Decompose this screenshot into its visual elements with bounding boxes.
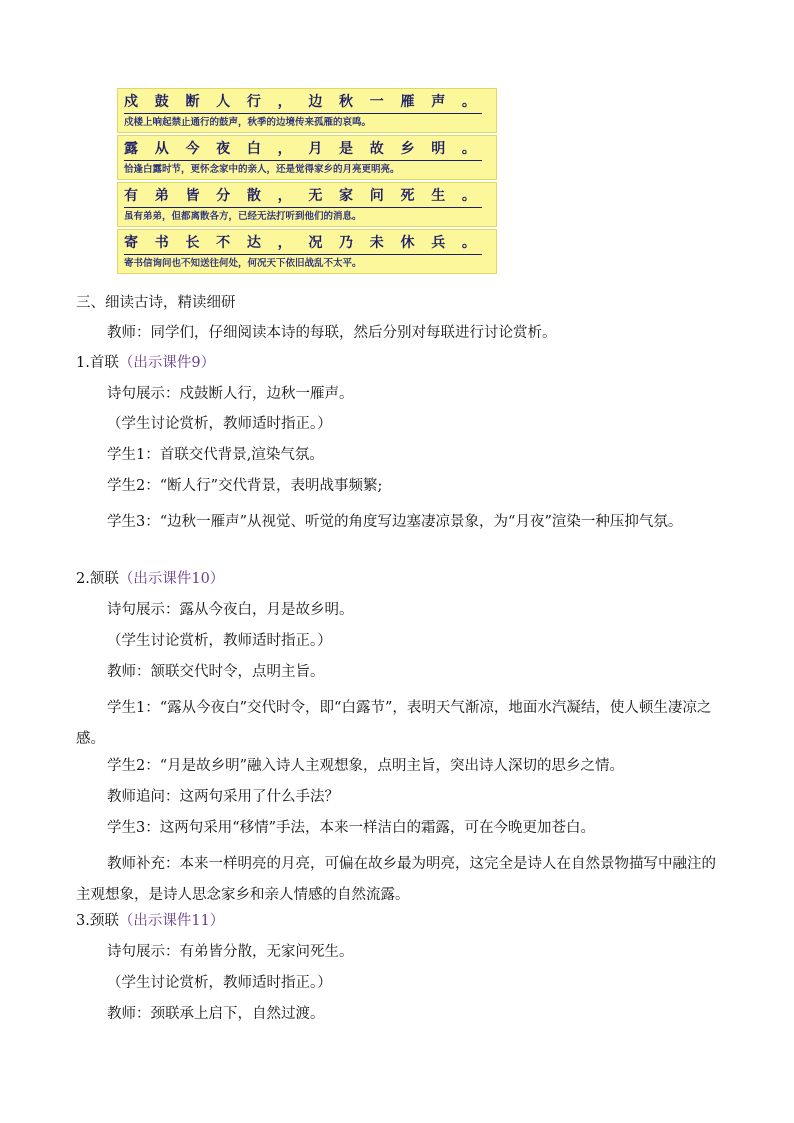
char: 达	[246, 235, 263, 251]
char: 家	[339, 188, 356, 204]
poem-translation: 戍楼上响起禁止通行的鼓声，秋季的边境传来孤雁的哀鸣。	[124, 117, 372, 128]
char: 分	[216, 188, 233, 204]
char: 不	[216, 235, 233, 251]
couplet3-heading	[76, 911, 224, 931]
char: 书	[154, 235, 171, 251]
char: 无	[308, 188, 325, 204]
char: 乃	[339, 235, 356, 251]
couplet2-display: 诗句展示：露从今夜白，月是故乡明。	[107, 602, 354, 618]
char: 行	[246, 94, 263, 110]
char: 鼓	[154, 94, 171, 110]
char: 断	[185, 94, 202, 110]
char: 寄	[124, 235, 140, 251]
char: 从	[154, 141, 171, 157]
couplet2-heading	[76, 569, 224, 589]
poem-translation: 寄书信询问也不知送往何处，何况天下依旧战乱不太平。	[124, 258, 362, 269]
char: 。	[461, 188, 478, 204]
char: ，	[277, 188, 294, 204]
poem-box-3	[117, 182, 497, 227]
char: 故	[369, 141, 386, 157]
char: 皆	[185, 188, 202, 204]
char: 秋	[339, 94, 356, 110]
slide-ref: （出示课件11）	[118, 913, 225, 929]
section-title: 三、细读古诗，精读细研	[76, 295, 236, 311]
poem-box-1	[117, 88, 497, 133]
couplet1-student3: 学生3：“边秋一雁声”从视觉、听觉的角度写边塞凄凉景象，为“月夜”渲染一种压抑气氛。	[107, 514, 683, 530]
poem-translation: 虽有弟弟，但都离散各方，已经无法打听到他们的消息。	[124, 211, 362, 222]
char: 一	[369, 94, 386, 110]
char: 有	[124, 188, 140, 204]
char: 长	[185, 235, 202, 251]
char: 。	[461, 94, 478, 110]
char: 今	[185, 141, 202, 157]
char: 边	[308, 94, 325, 110]
couplet3-display: 诗句展示：有弟皆分散，无家问死生。	[107, 944, 354, 960]
couplet1-heading	[76, 353, 215, 373]
char: 白	[246, 141, 263, 157]
char: 散	[246, 188, 263, 204]
char: 明	[431, 141, 448, 157]
char: 休	[400, 235, 417, 251]
char: 况	[308, 235, 325, 251]
char: 弟	[154, 188, 171, 204]
poem-line	[124, 233, 482, 255]
char: 戍	[124, 94, 140, 110]
couplet1-note: （学生讨论赏析，教师适时指正。）	[107, 416, 332, 432]
poem-translation: 恰逢白露时节，更怀念家中的亲人，还是觉得家乡的月亮更明亮。	[124, 164, 400, 175]
slide-ref: （出示课件10）	[118, 571, 225, 587]
char: 。	[461, 235, 478, 251]
couplet2-teacher: 教师：颔联交代时令，点明主旨。	[107, 664, 325, 680]
couplet2-note: （学生讨论赏析，教师适时指正。）	[107, 633, 332, 649]
poem-line	[124, 92, 482, 114]
heading-text: 3.颈联	[76, 913, 119, 929]
couplet2-teacher-add: 教师补充：本来一样明亮的月亮，可偏在故乡最为明亮，这完全是诗人在自然景物描写中融注的主观想象，是诗人思念家乡和亲人情感的自然流露。	[76, 856, 716, 903]
char: 夜	[216, 141, 233, 157]
char: 未	[369, 235, 386, 251]
char: 乡	[400, 141, 417, 157]
couplet3-note: （学生讨论赏析，教师适时指正。）	[107, 975, 332, 991]
couplet3-teacher: 教师：颈联承上启下，自然过渡。	[107, 1006, 325, 1022]
char: ，	[277, 235, 294, 251]
char: 兵	[431, 235, 448, 251]
char: 死	[400, 188, 417, 204]
char: 生	[431, 188, 448, 204]
intro-paragraph: 教师：同学们，仔细阅读本诗的每联，然后分别对每联进行讨论赏析。	[107, 325, 557, 341]
couplet1-student2: 学生2：“断人行”交代背景，表明战事频繁;	[107, 478, 383, 494]
char: 是	[339, 141, 356, 157]
char: 。	[461, 141, 478, 157]
couplet2-student1: 学生1：“露从今夜白”交代时令，即“白露节”，表明天气渐凉，地面水汽凝结，使人顿生凄凉之感。	[76, 700, 712, 747]
poem-box-2	[117, 135, 497, 180]
couplet1-display: 诗句展示：戍鼓断人行，边秋一雁声。	[107, 386, 354, 402]
couplet2-student2: 学生2：“月是故乡明”融入诗人主观想象，点明主旨，突出诗人深切的思乡之情。	[107, 758, 625, 774]
char: ，	[277, 94, 294, 110]
char: 声	[431, 94, 448, 110]
char: 雁	[400, 94, 417, 110]
heading-text: 1.首联	[76, 355, 119, 371]
poem-line	[124, 139, 482, 161]
couplet2-student3: 学生3：这两句采用“移情”手法，本来一样洁白的霜露，可在今晚更加苍白。	[107, 820, 596, 836]
char: 露	[124, 141, 140, 157]
heading-text: 2.颔联	[76, 571, 119, 587]
slide-ref: （出示课件9）	[118, 355, 216, 371]
poem-line	[124, 186, 482, 208]
char: 问	[369, 188, 386, 204]
char: ，	[277, 141, 294, 157]
char: 人	[216, 94, 233, 110]
char: 月	[308, 141, 325, 157]
couplet2-ask: 教师追问：这两句采用了什么手法？	[107, 789, 339, 805]
couplet1-student1: 学生1：首联交代背景,渲染气氛。	[107, 447, 324, 463]
poem-box-4	[117, 229, 497, 274]
